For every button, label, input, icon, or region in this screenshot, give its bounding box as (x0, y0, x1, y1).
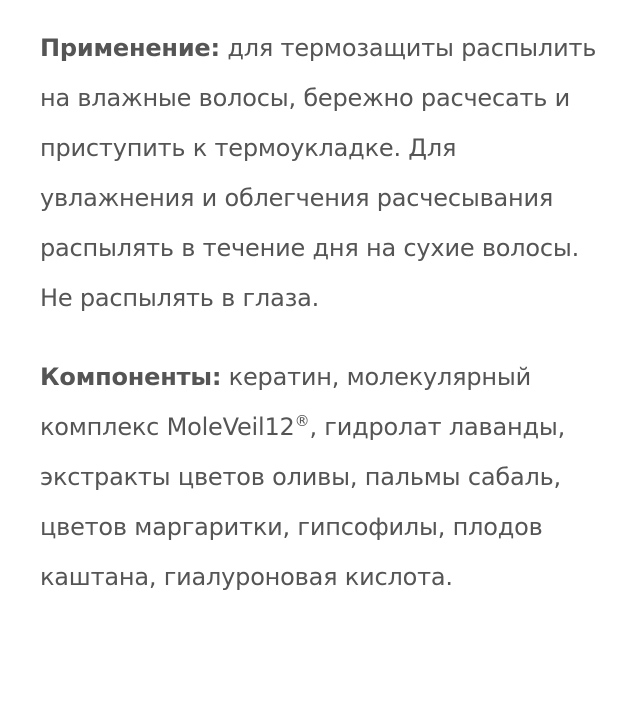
usage-text: для термозащиты распылить на влажные волосы, бережно расчесать и приступить к термоукладке. Для увлажнения и облегчения расчесывания распылять в течение дня на сухие волосы. Не распылять в глаза. (40, 34, 597, 312)
components-label: Компоненты: (40, 363, 222, 391)
usage-paragraph (40, 23, 600, 323)
components-text-start: кератин, молекулярный комплекс MoleVeil12 (40, 363, 532, 441)
registered-trademark-mark: ® (294, 412, 310, 430)
components-paragraph (40, 352, 600, 602)
components-text-end: , гидролат лаванды, экстракты цветов оливы, пальмы сабаль, цветов маргаритки, гипсофилы, плодов каштана, гиалуроновая кислота. (40, 413, 566, 591)
usage-label: Применение: (40, 34, 220, 62)
product-description (40, 23, 600, 602)
